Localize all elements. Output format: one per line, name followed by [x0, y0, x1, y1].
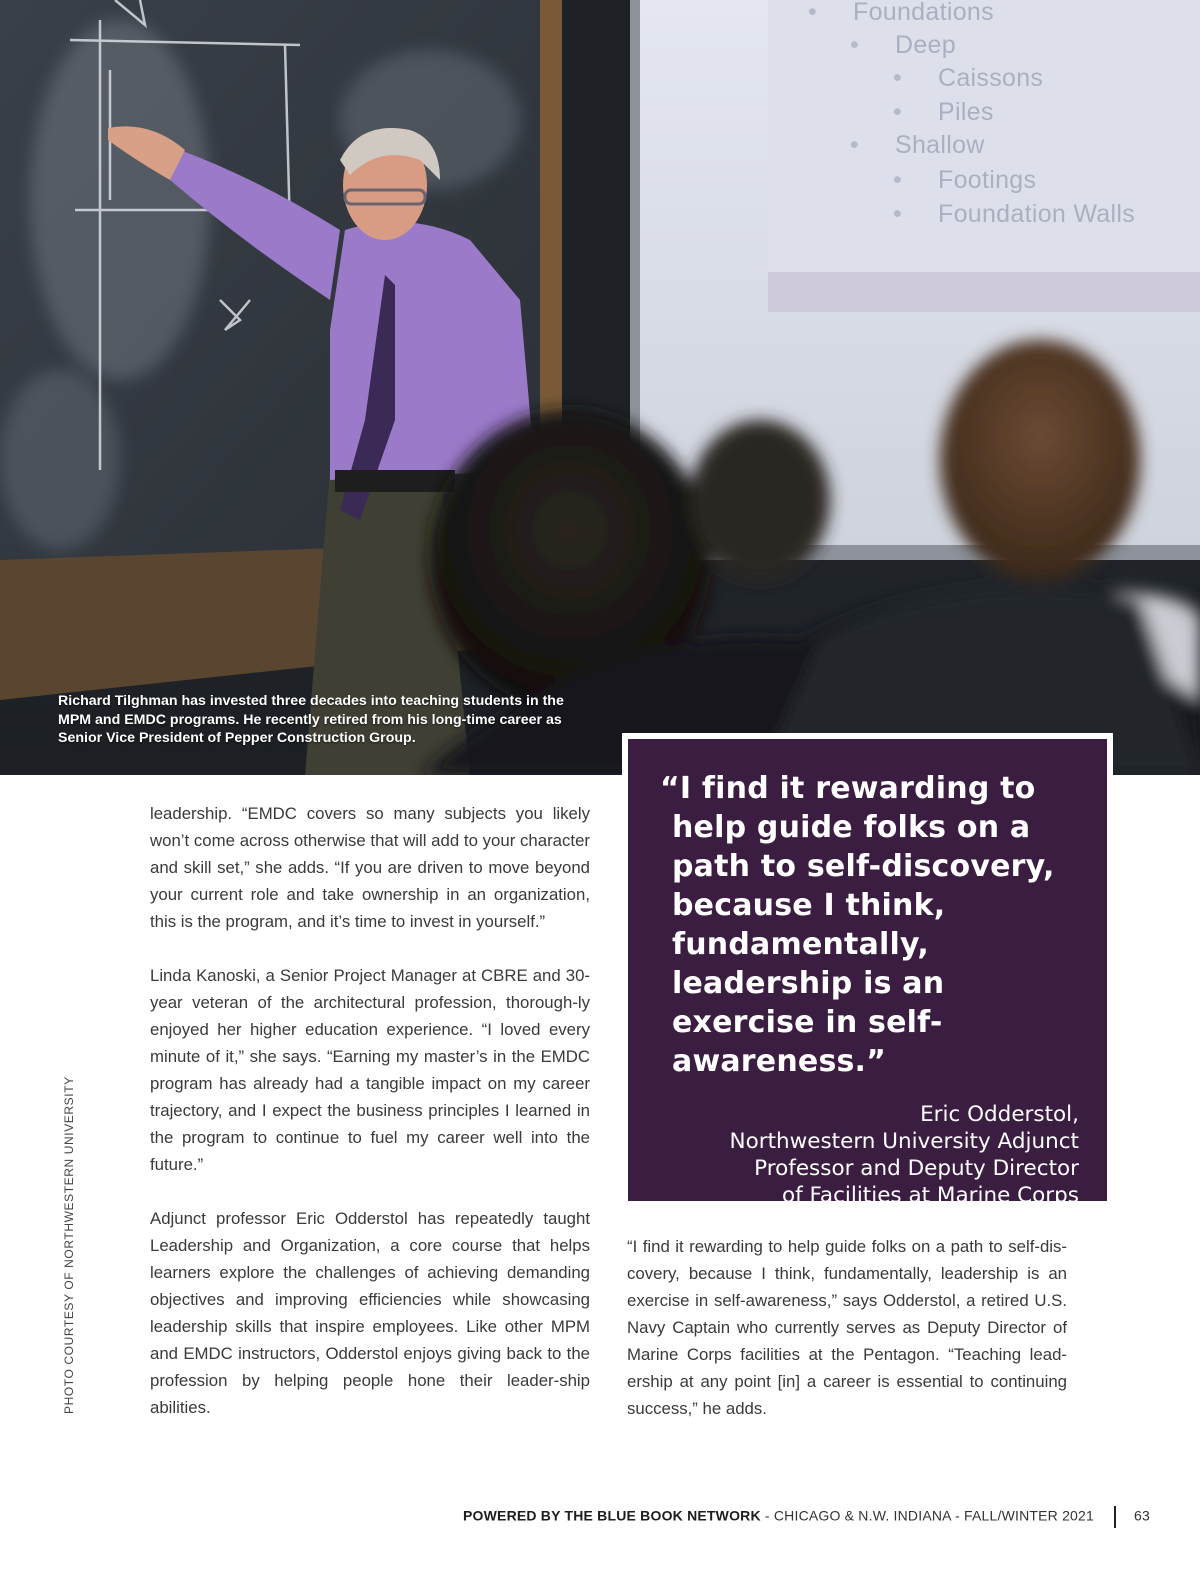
slide-item-foundations: • Foundations: [808, 0, 994, 26]
attribution-line: Northwestern University Adjunct: [729, 1129, 1079, 1154]
slide-item-deep: • Deep: [850, 31, 956, 59]
pull-quote-box: [622, 733, 1113, 1235]
hero-photo: [0, 0, 1200, 775]
pull-quote-panel: [628, 739, 1107, 1235]
slide-item-caissons: • Caissons: [893, 64, 1044, 92]
attribution-line: of Facilities at Marine Corps: [781, 1183, 1079, 1208]
paragraph: Adjunct professor Eric Odderstol has repeatedly taught Leadership and Organization, a core course that helps learners explore the challenges of achieving demanding objectives and improving efficiencies while showcasing leadership skills that inspire employees. Like other MPM and EMDC instructors, Odderstol enjoys giving back to the profession by helping people hone their leader-ship abilities.: [150, 1209, 590, 1417]
pull-quote-text: “I find it rewarding to help guide folks on a path to self-discovery, because I think, fundamentally, leadership is an exercise in self-awareness.”: [660, 771, 1055, 1079]
paragraph: Linda Kanoski, a Senior Project Manager at CBRE and 30-year veteran of the architectural profession, thorough-ly enjoyed her higher education experience. “I loved every minute of it,” she says. “Earning my master’s in the EMDC program has already had a tangible impact on my career trajectory, and I expect the business principles I learned in the program to continue to fuel my career well into the future.”: [150, 966, 590, 1174]
attribution-line: Professor and Deputy Director: [754, 1156, 1079, 1181]
footer-divider: [1114, 1506, 1116, 1528]
article-column-right: [627, 1233, 1067, 1449]
paragraph: “I find it rewarding to help guide folks on a path to self-dis-covery, because I think, fundamentally, leadership is an exercise in self-awareness,” says Odderstol, a retired U.S. Navy Captain who currently serves as Deputy Director of Marine Corps facilities at the Pentagon. “Teaching lead-ership at any point [in] a career is essential to continuing success,” he adds.: [627, 1237, 1067, 1418]
slide-item-footings: • Footings: [893, 166, 1037, 194]
slide-item-foundation-walls: • Foundation Walls: [893, 200, 1136, 228]
classroom-illustration: [0, 0, 1200, 775]
page-footer: [463, 1506, 1150, 1528]
photo-caption: Richard Tilghman has invested three decades into teaching students in the MPM and EMDC programs. He recently retired from his long-time career as Senior Vice President of Pepper Construction Group.: [58, 693, 564, 746]
attribution-line: Installation Command: [842, 1210, 1079, 1235]
attribution-line: Eric Odderstol,: [920, 1102, 1079, 1127]
footer-edition: - CHICAGO & N.W. INDIANA - FALL/WINTER 2021: [760, 1507, 1095, 1524]
article-column-left: [150, 800, 590, 1448]
page-number: 63: [1134, 1507, 1150, 1524]
slide-item-piles: • Piles: [893, 98, 994, 126]
photo-credit: PHOTO COURTESY OF NORTHWESTERN UNIVERSITY: [62, 1076, 76, 1414]
footer-brand: POWERED BY THE BLUE BOOK NETWORK: [462, 1507, 761, 1524]
pull-quote-attribution: [660, 1101, 1079, 1236]
slide-item-shallow: • Shallow: [850, 131, 985, 159]
paragraph: leadership. “EMDC covers so many subjects you likely won’t come across otherwise that will add to your character and skill set,” she adds. “If you are driven to move beyond your current role and take ownership in an organization, this is the program, and it’s time to invest in yourself.”: [150, 804, 590, 931]
